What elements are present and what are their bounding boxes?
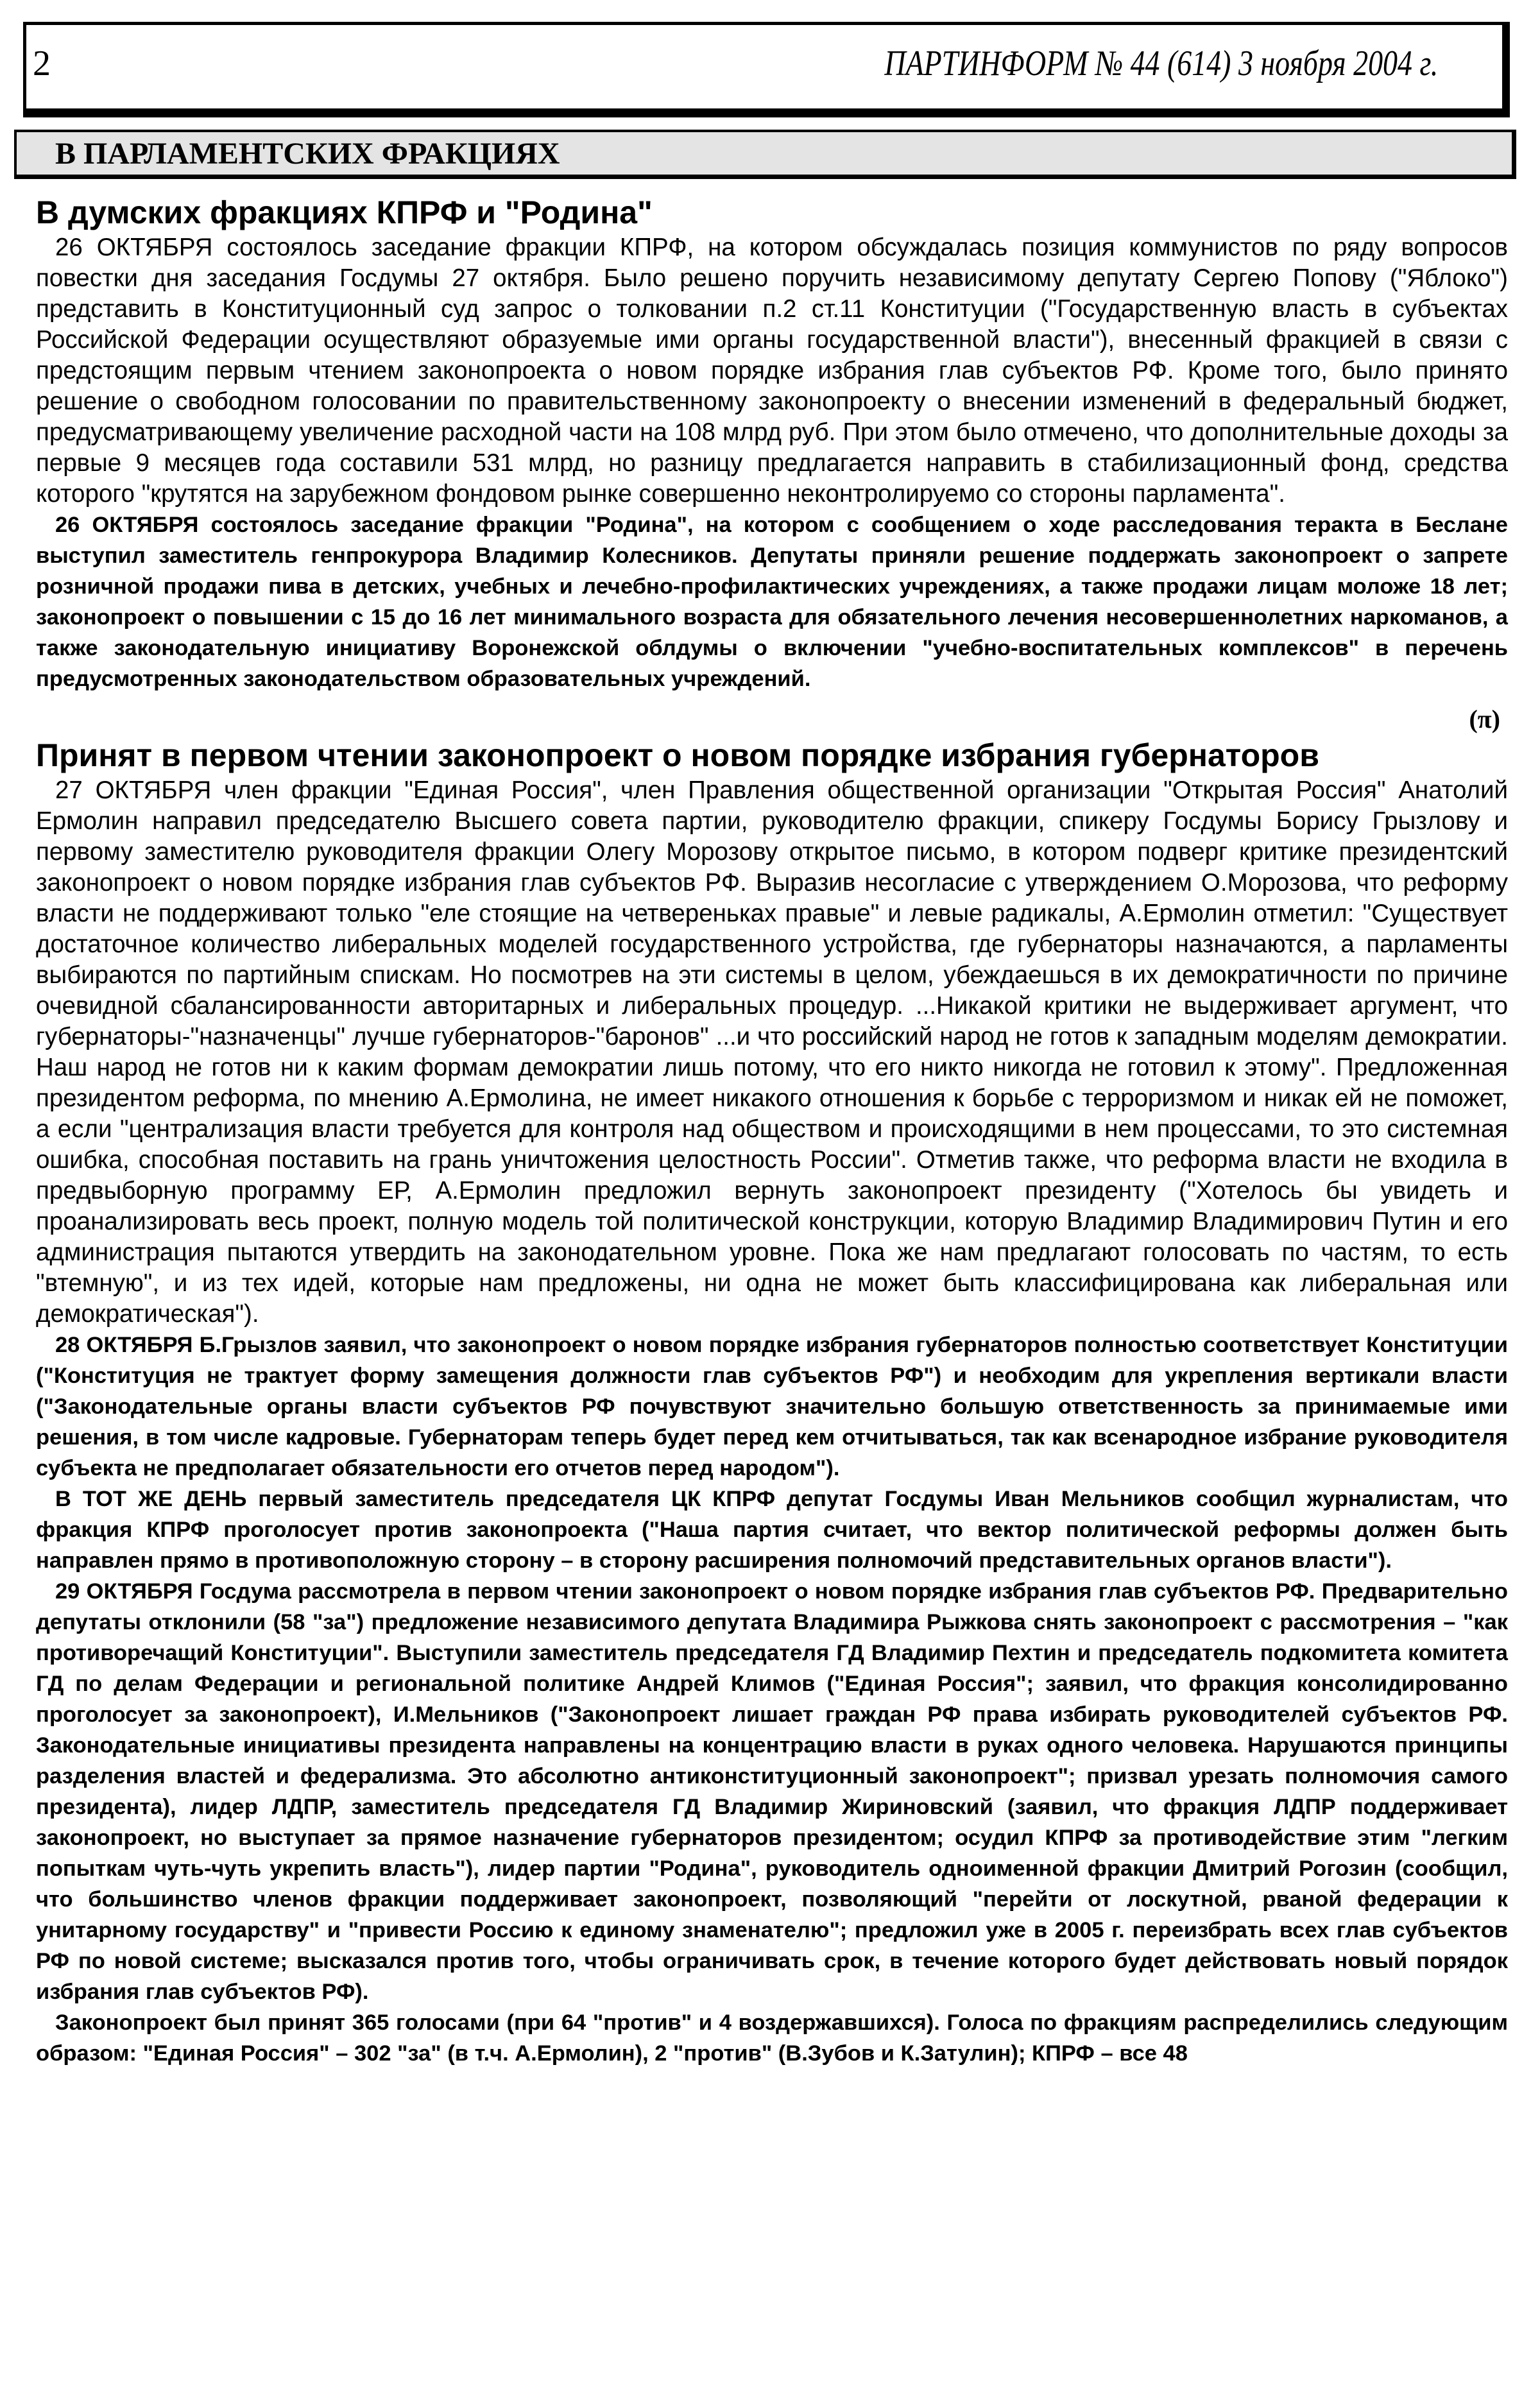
article-content xyxy=(36,193,1508,2069)
paragraph: Законопроект был принят 365 голосами (при 64 "против" и 4 воздержавшихся). Голоса по фракциям распределились следующим образом: "Единая Россия" – 302 "за" (в т.ч. А.Ермолин), 2 "против" (В.Зубов и К.Затулин); КПРФ – все 48 xyxy=(36,2010,1508,2066)
article-title: Принят в первом чтении законопроект о новом порядке избрания губернаторов xyxy=(36,737,1319,773)
paragraph: 28 ОКТЯБРЯ Б.Грызлов заявил, что законопроект о новом порядке избрания губернаторов полностью соответствует Конституции ("Конституция не трактует форму замещения должности глав субъектов РФ") и необходим для укрепления вертикали власти ("Законодательные органы власти субъектов РФ почувствуют значительно большую ответственность за принимаемые ими решения, в том числе кадровые. Губернаторам теперь будет перед кем отчитываться, так как всенародное избрание руководителя субъекта не предполагает обязательности его отчетов перед народом"). xyxy=(36,1333,1508,1480)
section-title: В ПАРЛАМЕНТСКИХ ФРАКЦИЯХ xyxy=(55,137,560,171)
article-title: В думских фракциях КПРФ и "Родина" xyxy=(36,194,653,230)
page-number: 2 xyxy=(33,44,51,83)
paragraph: 29 ОКТЯБРЯ Госдума рассмотрела в первом чтении законопроект о новом порядке избрания глав субъектов РФ. Предварительно депутаты отклонили (58 "за") предложение независимого депутата Владимира Рыжкова снять законопроект с рассмотрения – "как противоречащий Конституции". Выступили заместитель председателя ГД Владимир Пехтин и председатель подкомитета комитета ГД по делам Федерации и региональной политике Андрей Климов ("Единая Россия"; заявил, что фракция консолидированно проголосует за законопроект), И.Мельников ("Законопроект лишает граждан РФ права избирать руководителей субъектов РФ. Законодательные инициативы президента направлены на концентрацию власти в руках одного человека. Нарушаются принципы разделения властей и федерализма. Это абсолютно антиконституционный законопроект"; призвал урезать полномочия самого президента), лидер ЛДПР, заместитель председателя ГД Владимир Жириновский (заявил, что фракция ЛДПР поддерживает законопроект, но выступает за прямое назначение губернаторов президентом; осудил КПРФ за противодействие этим "легким попыткам чуть-чуть укрепить власть"), лидер партии "Родина", руководитель одноименной фракции Дмитрий Рогозин (сообщил, что большинство членов фракции поддерживает законопроект, позволяющий "перейти от лоскутной, рваной федерации к унитарному государству" и "привести Россию к единому знаменателю"; предложил уже в 2005 г. переизбрать всех глав субъектов РФ по новой системе; высказался против того, чтобы ограничивать срок, в течение которого будет действовать новый порядок избрания глав субъектов РФ). xyxy=(36,1579,1508,2004)
section-banner xyxy=(14,130,1516,179)
paragraph: В ТОТ ЖЕ ДЕНЬ первый заместитель председателя ЦК КПРФ депутат Госдумы Иван Мельников сообщил журналистам, что фракция КПРФ проголосует против законопроекта ("Наша партия считает, что вектор политической реформы должен быть направлен прямо в противоположную сторону – в сторону расширения полномочий представительных органов власти"). xyxy=(36,1487,1508,1573)
publication-title: ПАРТИНФОРМ № 44 (614) 3 ноября 2004 г. xyxy=(884,44,1438,83)
author-signature: (π) xyxy=(1469,705,1500,733)
paragraph: 26 ОКТЯБРЯ состоялось заседание фракции КПРФ, на котором обсуждалась позиция коммунистов по ряду вопросов повестки дня заседания Госдумы 27 октября. Было решено поручить независимому депутату Сергею Попову ("Яблоко") представить в Конституционный суд запрос о толковании п.2 ст.11 Конституции ("Государственную власть в субъектах Российской Федерации осуществляют образуемые ими органы государственной власти"), внесенный фракцией в связи с предстоящим первым чтением законопроекта о новом порядке избрания глав субъектов РФ. Кроме того, было принято решение о свободном голосовании по правительственному законопроекту о внесении изменений в федеральный бюджет, предусматривающему увеличение расходной части на 108 млрд руб. При этом было отмечено, что дополнительные доходы за первые 9 месяцев года составили 531 млрд, но разницу предлагается направить в стабилизационный фонд, средства которого "крутятся на зарубежном фондовом рынке совершенно неконтролируемо со стороны парламента". xyxy=(36,234,1508,508)
paragraph: 27 ОКТЯБРЯ член фракции "Единая Россия", член Правления общественной организации "Открытая Россия" Анатолий Ермолин направил председателю Высшего совета партии, руководителю фракции, спикеру Госдумы Борису Грызлову и первому заместителю руководителя фракции Олегу Морозову открытое письмо, в котором подверг критике президентский законопроект о новом порядке избрания глав субъектов РФ. Выразив несогласие с утверждением О.Морозова, что реформу власти не поддерживают только "еле стоящие на четвереньках правые" и левые радикалы, А.Ермолин отметил: "Существует достаточное количество либеральных моделей государственного устройства, где губернаторы назначаются, а парламенты выбираются по партийным спискам. Но посмотрев на эти системы в целом, убеждаешься в их демократичности по причине очевидной сбалансированности авторитарных и либеральных процедур. ...Никакой критики не выдерживает аргумент, что губернаторы-"назначенцы" лучше губернаторов-"баронов" ...и что российский народ не готов к западным моделям демократии. Наш народ не готов ни к каким формам демократии лишь потому, что его никто никогда не готовил к этому". Предложенная президентом реформа, по мнению А.Ермолина, не имеет никакого отношения к борьбе с терроризмом и никак ей не поможет, а если "централизация власти требуется для контроля над обществом и происходящими в нем процессами, то это системная ошибка, способная поставить на грань уничтожения целостность России". Отметив также, что реформа власти не входила в предвыборную программу ЕР, А.Ермолин предложил вернуть законопроект президенту ("Хотелось бы увидеть и проанализировать весь проект, полную модель той политической конструкции, которую Владимир Владимирович Путин и его администрация пытаются утвердить на законодательном уровне. Пока же нам предлагают голосовать по частям, то есть "втемную", и из тех идей, которые нам предложены, ни одна не может быть классифицирована как либеральная или демократическая"). xyxy=(36,776,1508,1328)
paragraph: 26 ОКТЯБРЯ состоялось заседание фракции "Родина", на котором с сообщением о ходе расследования теракта в Беслане выступил заместитель генпрокурора Владимир Колесников. Депутаты приняли решение поддержать законопроект о запрете розничной продажи пива в детских, учебных и лечебно-профилактических учреждениях, а также продажи лицам моложе 18 лет; законопроект о повышении с 15 до 16 лет минимального возраста для обязательного лечения несовершеннолетних наркоманов, а также законодательную инициативу Воронежской облдумы о включении "учебно-воспитательных комплексов" в перечень предусмотренных законодательством образовательных учреждений. xyxy=(36,513,1508,691)
page-header xyxy=(23,22,1510,117)
